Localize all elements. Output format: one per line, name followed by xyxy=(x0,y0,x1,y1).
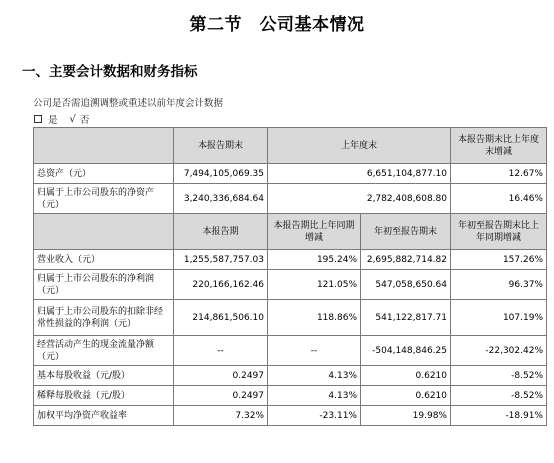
row-label: 基本每股收益（元/股） xyxy=(34,366,174,386)
cell-value: 16.46% xyxy=(451,184,547,214)
cell-value: 4.13% xyxy=(268,366,361,386)
cell-value: 19.98% xyxy=(361,406,451,426)
check-mark: √ xyxy=(69,113,76,125)
table2-header-period: 本报告期 xyxy=(174,214,268,250)
cell-value: 121.05% xyxy=(268,270,361,300)
table2-header-ytd-change: 年初至报告期末比上年同期增减 xyxy=(451,214,547,250)
cell-value: 12.67% xyxy=(451,164,547,184)
table-row xyxy=(34,336,547,366)
table1-header-blank xyxy=(34,128,174,164)
table2-header-blank xyxy=(34,214,174,250)
financial-data-table xyxy=(33,127,547,426)
cell-value: -18.91% xyxy=(451,406,547,426)
cell-value: 1,255,587,757.03 xyxy=(174,250,268,270)
cell-value: 2,695,882,714.82 xyxy=(361,250,451,270)
cell-value: -504,148,846.25 xyxy=(361,336,451,366)
cell-value: 107.19% xyxy=(451,300,547,336)
table-row xyxy=(34,270,547,300)
table-row xyxy=(34,406,547,426)
cell-value: 214,861,506.10 xyxy=(174,300,268,336)
cell-value: 7,494,105,069.35 xyxy=(174,164,268,184)
cell-value: 4.13% xyxy=(268,386,361,406)
no-label: 否 xyxy=(79,115,90,126)
row-label: 总资产（元） xyxy=(34,164,174,184)
row-label: 加权平均净资产收益率 xyxy=(34,406,174,426)
table2-header-row xyxy=(34,214,547,250)
cell-value: 118.86% xyxy=(268,300,361,336)
cell-value: 6,651,104,877.10 xyxy=(268,164,451,184)
table-row xyxy=(34,184,547,214)
row-label: 经营活动产生的现金流量净额（元） xyxy=(34,336,174,366)
row-label: 归属于上市公司股东的净利润（元） xyxy=(34,270,174,300)
table-row xyxy=(34,164,547,184)
cell-value: 195.24% xyxy=(268,250,361,270)
yes-label: 是 xyxy=(48,115,58,126)
cell-value: 2,782,408,608.80 xyxy=(268,184,451,214)
cell-value: 0.2497 xyxy=(174,366,268,386)
subsection-title: 一、主要会计数据和财务指标 xyxy=(22,64,198,80)
cell-value: -8.52% xyxy=(451,386,547,406)
row-label: 营业收入（元） xyxy=(34,250,174,270)
cell-value: -8.52% xyxy=(451,366,547,386)
table-row xyxy=(34,250,547,270)
cell-value: 0.6210 xyxy=(361,386,451,406)
table1-header-prior-year-end: 上年度末 xyxy=(268,128,451,164)
restatement-question: 公司是否需追溯调整或重述以前年度会计数据 xyxy=(33,98,224,109)
table2-header-period-change: 本报告期比上年同期增减 xyxy=(268,214,361,250)
cell-value: 220,166,162.46 xyxy=(174,270,268,300)
cell-value: 0.6210 xyxy=(361,366,451,386)
table-row xyxy=(34,300,547,336)
section-title: 第二节 公司基本情况 xyxy=(189,15,365,35)
cell-value: 157.26% xyxy=(451,250,547,270)
table1-header-period-end: 本报告期末 xyxy=(174,128,268,164)
cell-value: 547,058,650.64 xyxy=(361,270,451,300)
cell-value: 7.32% xyxy=(174,406,268,426)
table1-header-row xyxy=(34,128,547,164)
table2-header-ytd: 年初至报告期末 xyxy=(361,214,451,250)
row-label: 稀释每股收益（元/股） xyxy=(34,386,174,406)
row-label: 归属于上市公司股东的扣除非经常性损益的净利润（元） xyxy=(34,300,174,336)
restatement-options xyxy=(34,112,89,126)
table-row xyxy=(34,366,547,386)
cell-value: -- xyxy=(268,336,361,366)
cell-value: 3,240,336,684.64 xyxy=(174,184,268,214)
cell-value: -- xyxy=(174,336,268,366)
table-row xyxy=(34,386,547,406)
cell-value: -22,302.42% xyxy=(451,336,547,366)
cell-value: -23.11% xyxy=(268,406,361,426)
yes-checkbox xyxy=(34,115,42,123)
table1-header-change: 本报告期末比上年度末增减 xyxy=(451,128,547,164)
cell-value: 96.37% xyxy=(451,270,547,300)
cell-value: 541,122,817.71 xyxy=(361,300,451,336)
cell-value: 0.2497 xyxy=(174,386,268,406)
row-label: 归属于上市公司股东的净资产（元） xyxy=(34,184,174,214)
